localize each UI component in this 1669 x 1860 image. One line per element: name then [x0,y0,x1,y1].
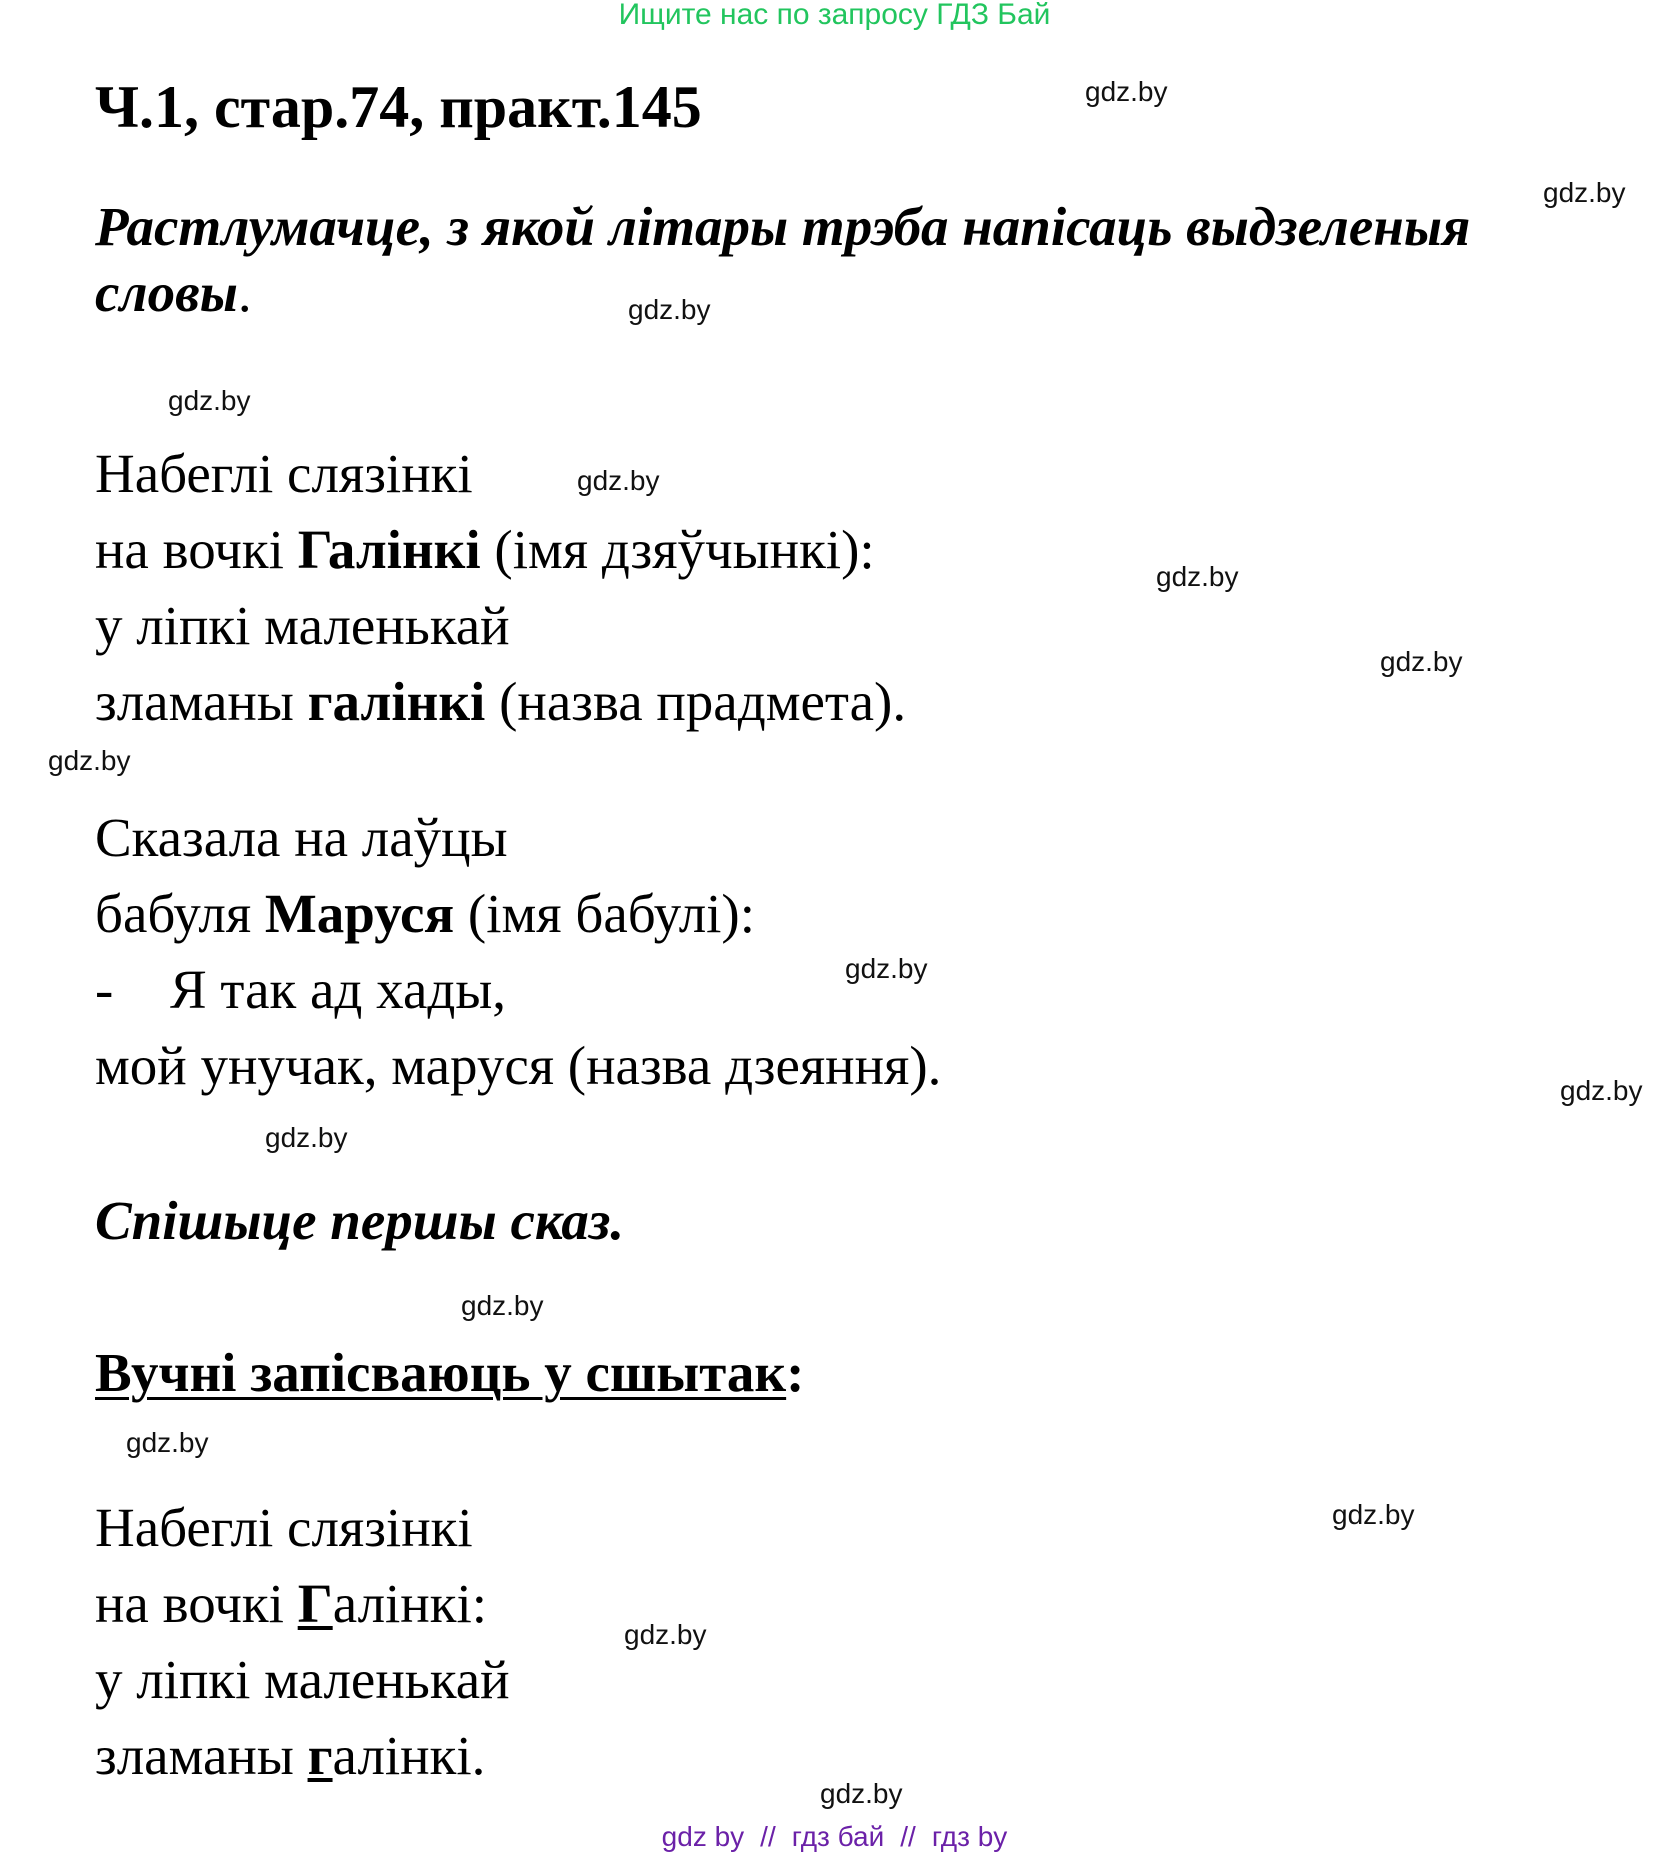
page-title: Ч.1, стар.74, практ.145 [95,74,702,140]
stanza-2-line-2: бабуля Маруся (імя бабулі): [95,883,756,944]
answer-line-3: у ліпкі маленькай [95,1649,510,1710]
watermark: gdz.by [265,1122,348,1153]
watermark: gdz.by [577,465,660,496]
watermark: gdz.by [1560,1075,1643,1106]
poem-stanza-2 [95,800,941,1104]
footer-separator: // [760,1821,776,1852]
underlined-lowercase-letter: г [307,1725,333,1786]
highlighted-word-galinki-object: галінкі [307,671,486,732]
task-instruction-line-2: словы [95,262,238,323]
task-instruction-period: . [237,262,252,323]
task-copy-sentence: Спішыце першы сказ. [95,1190,625,1251]
watermark: gdz.by [1543,177,1626,208]
watermark: gdz.by [48,745,131,776]
poem-stanza-1 [95,436,906,740]
watermark: gdz.by [1332,1499,1415,1530]
stanza-1-line-4: зламаны галінкі (назва прадмета). [95,671,907,732]
watermark: gdz.by [1085,76,1168,107]
watermark: gdz.by [628,294,711,325]
stanza-2-line-3: - Я так ад хады, [95,952,941,1028]
highlighted-word-galinki-name: Галінкі [297,519,481,580]
watermark: gdz.by [845,953,928,984]
stanza-1-line-3: у ліпкі маленькай [95,595,510,656]
footer-item: гдз бай [791,1821,885,1852]
watermark: gdz.by [168,385,251,416]
watermark: gdz.by [126,1427,209,1458]
top-banner: Ищите нас по запросу ГДЗ Бай [618,0,1051,31]
answer-stanza [95,1490,510,1794]
stanza-2-line-1: Сказала на лаўцы [95,807,508,868]
stanza-1-line-2: на вочкі Галінкі (імя дзяўчынкі): [95,519,875,580]
task-instruction [95,194,1470,326]
answer-heading: Вучні запісваюць у сшытак: [95,1342,805,1403]
watermark: gdz.by [820,1778,903,1809]
watermark: gdz.by [1156,561,1239,592]
stanza-1-line-1: Набеглі слязінкі [95,443,473,504]
answer-line-2: на вочкі Галінкі: [95,1573,488,1634]
stanza-2-line-4: мой унучак, маруся (назва дзеяння). [95,1035,942,1096]
highlighted-word-marusia: Маруся [264,883,455,944]
footer-item: gdz by [661,1821,745,1852]
dialogue-dash: - [95,959,114,1020]
answer-line-4: зламаны галінкі. [95,1725,486,1786]
answer-line-1: Набеглі слязінкі [95,1497,473,1558]
underlined-capital-letter: Г [297,1573,333,1634]
footer-separator: // [900,1821,916,1852]
watermark: gdz.by [461,1290,544,1321]
watermark: gdz.by [624,1619,707,1650]
footer-item: гдз by [931,1821,1008,1852]
task-instruction-line-1: Растлумачце, з якой літары трэба напісаць выдзеленыя [95,196,1471,257]
bottom-banner [0,1822,1669,1856]
watermark: gdz.by [1380,646,1463,677]
